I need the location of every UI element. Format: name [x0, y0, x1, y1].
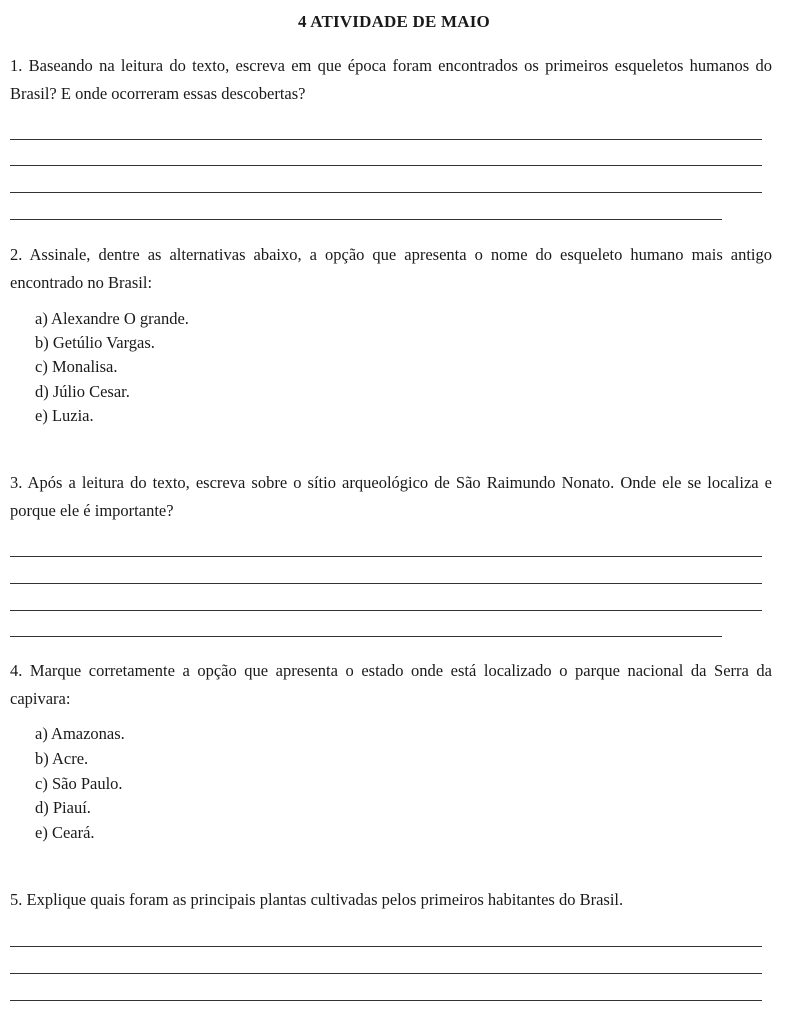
option-e[interactable]: e) Luzia.	[35, 406, 94, 425]
option-d[interactable]: d) Júlio Cesar.	[35, 382, 130, 401]
answer-line[interactable]	[10, 556, 762, 557]
option-a[interactable]: a) Amazonas.	[35, 724, 125, 743]
question-5: 5. Explique quais foram as principais plantas cultivadas pelos primeiros habitantes do Brasil.	[10, 890, 624, 909]
answer-line[interactable]	[10, 636, 722, 637]
answer-line[interactable]	[10, 946, 762, 947]
answer-line[interactable]	[10, 973, 762, 974]
page-title: 4 ATIVIDADE DE MAIO	[298, 12, 490, 31]
question-1: 1. Baseando na leitura do texto, escreva em que época foram encontrados os primeiros esqueletos humanos do Brasil? E onde ocorreram essas descobertas?	[10, 56, 772, 103]
question-4: 4. Marque corretamente a opção que apresenta o estado onde está localizado o parque nacional da Serra da capivara:	[10, 661, 772, 708]
option-c[interactable]: c) São Paulo.	[35, 774, 123, 793]
answer-line[interactable]	[10, 192, 762, 193]
answer-line[interactable]	[10, 139, 762, 140]
question-3: 3. Após a leitura do texto, escreva sobre o sítio arqueológico de São Raimundo Nonato. Onde ele se localiza e porque ele é importante?	[10, 473, 772, 520]
option-b[interactable]: b) Getúlio Vargas.	[35, 333, 155, 352]
option-e[interactable]: e) Ceará.	[35, 823, 95, 842]
answer-line[interactable]	[10, 219, 722, 220]
answer-line[interactable]	[10, 583, 762, 584]
answer-line[interactable]	[10, 1000, 762, 1001]
answer-line[interactable]	[10, 610, 762, 611]
option-b[interactable]: b) Acre.	[35, 749, 89, 768]
option-c[interactable]: c) Monalisa.	[35, 357, 118, 376]
question-2: 2. Assinale, dentre as alternativas abaixo, a opção que apresenta o nome do esqueleto humano mais antigo encontrado no Brasil:	[10, 245, 772, 292]
option-d[interactable]: d) Piauí.	[35, 798, 91, 817]
option-a[interactable]: a) Alexandre O grande.	[35, 309, 189, 328]
answer-line[interactable]	[10, 165, 762, 166]
